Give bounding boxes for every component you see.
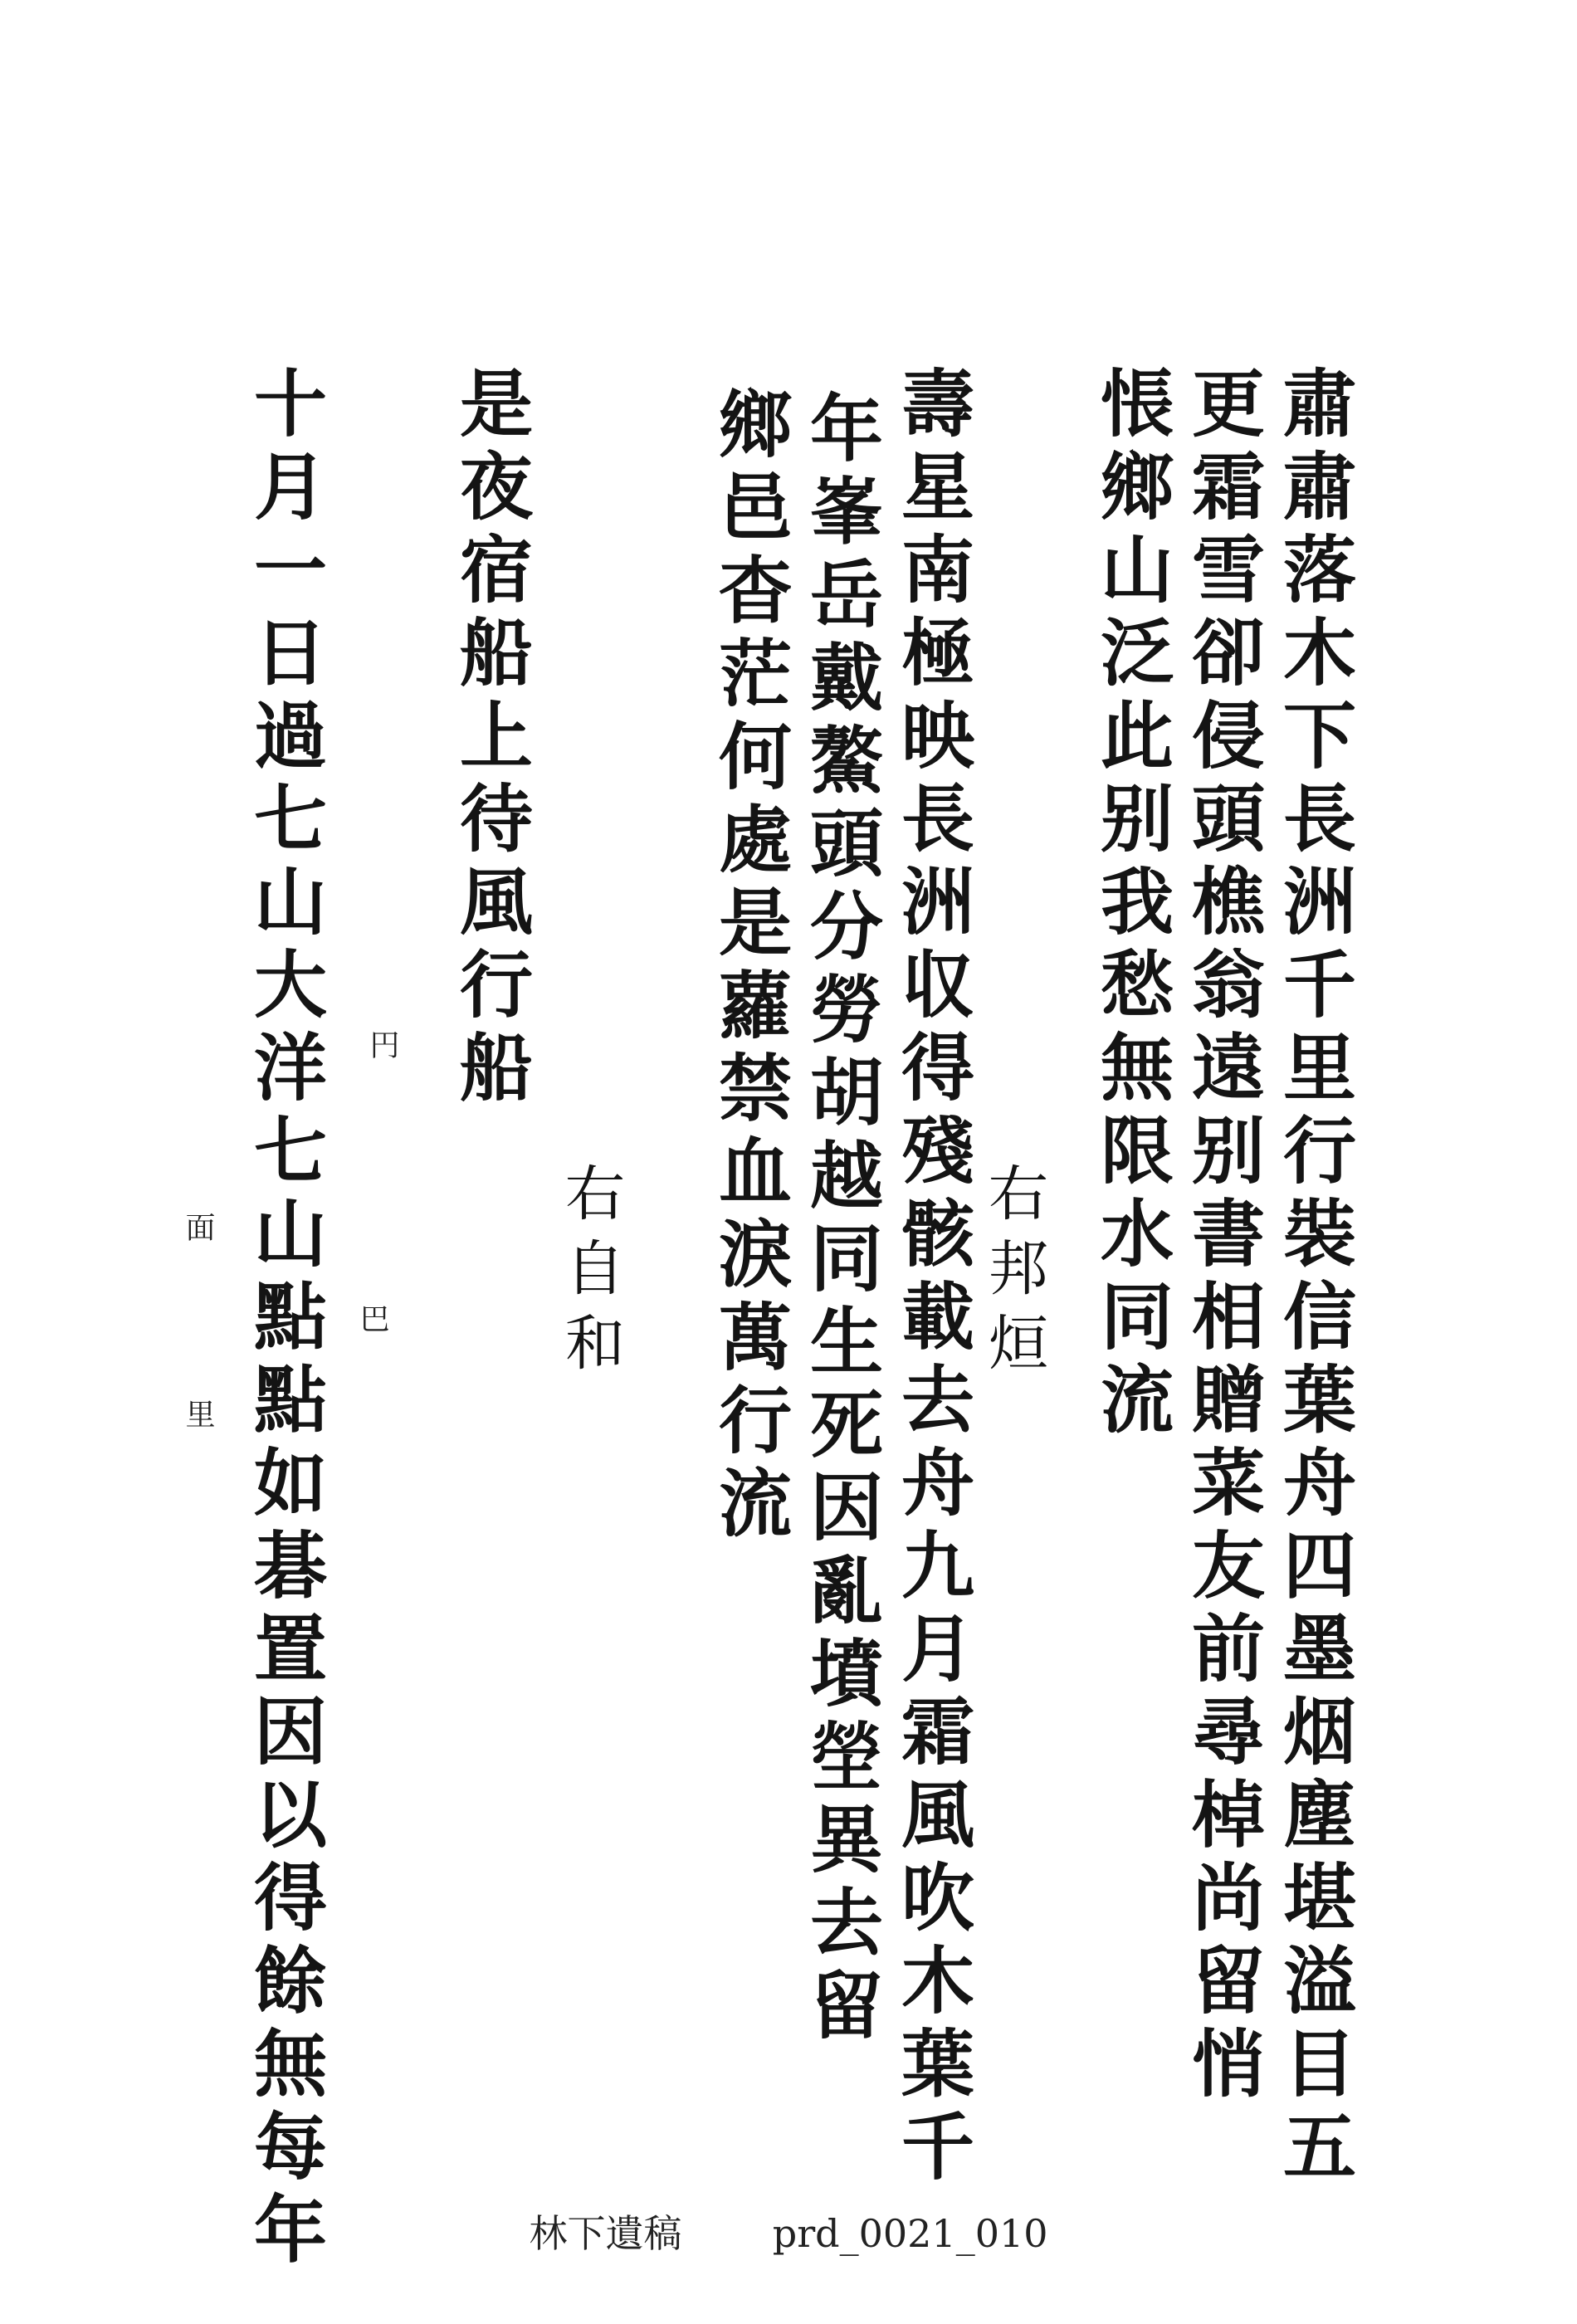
footer-title: 林下遺稿: [529, 2211, 682, 2256]
poem-2-line-3: 鄉邑杳茫何處是蘿禁血淚萬行流: [707, 386, 793, 1548]
page-footer: [0, 2204, 1577, 2258]
poem-2-attribution: 右自和: [555, 1162, 625, 1386]
poem-1-attribution: 右邦烜: [979, 1162, 1048, 1386]
poem-1-line-1: 肅肅落木下長洲千里行裝信葉舟四墨烟塵堪溢目五: [1272, 365, 1358, 2191]
marginal-note-4: 里: [181, 1399, 215, 1428]
marginal-note-3: 巴: [355, 1303, 389, 1333]
footer-page-id: prd_0021_010: [772, 2211, 1048, 2256]
marginal-note-1: 円: [365, 1029, 399, 1059]
prose-line-1: 是夜宿船上待風行船: [448, 365, 535, 1112]
poem-1-line-3: 悵鄉山泛此别我愁無限水同流: [1089, 365, 1175, 1444]
poem-2-line-2: 年峯岳戴鰲頭分勞胡越同生死因亂墳塋異去留: [798, 390, 885, 2050]
poem-2-line-1: 壽星南極映長洲収得殘骸載去舟九月霜風吹木葉千: [890, 365, 976, 2191]
marginal-note-2: 面: [181, 1212, 215, 1242]
prose-line-2: 十月一日過七山大洋七山點點如碁置因以得餘無每年: [242, 365, 329, 2274]
poem-1-line-2: 更霜雪卻侵頭樵翁遠别書相贈菜友前尋棹尚留悄: [1180, 365, 1267, 2108]
